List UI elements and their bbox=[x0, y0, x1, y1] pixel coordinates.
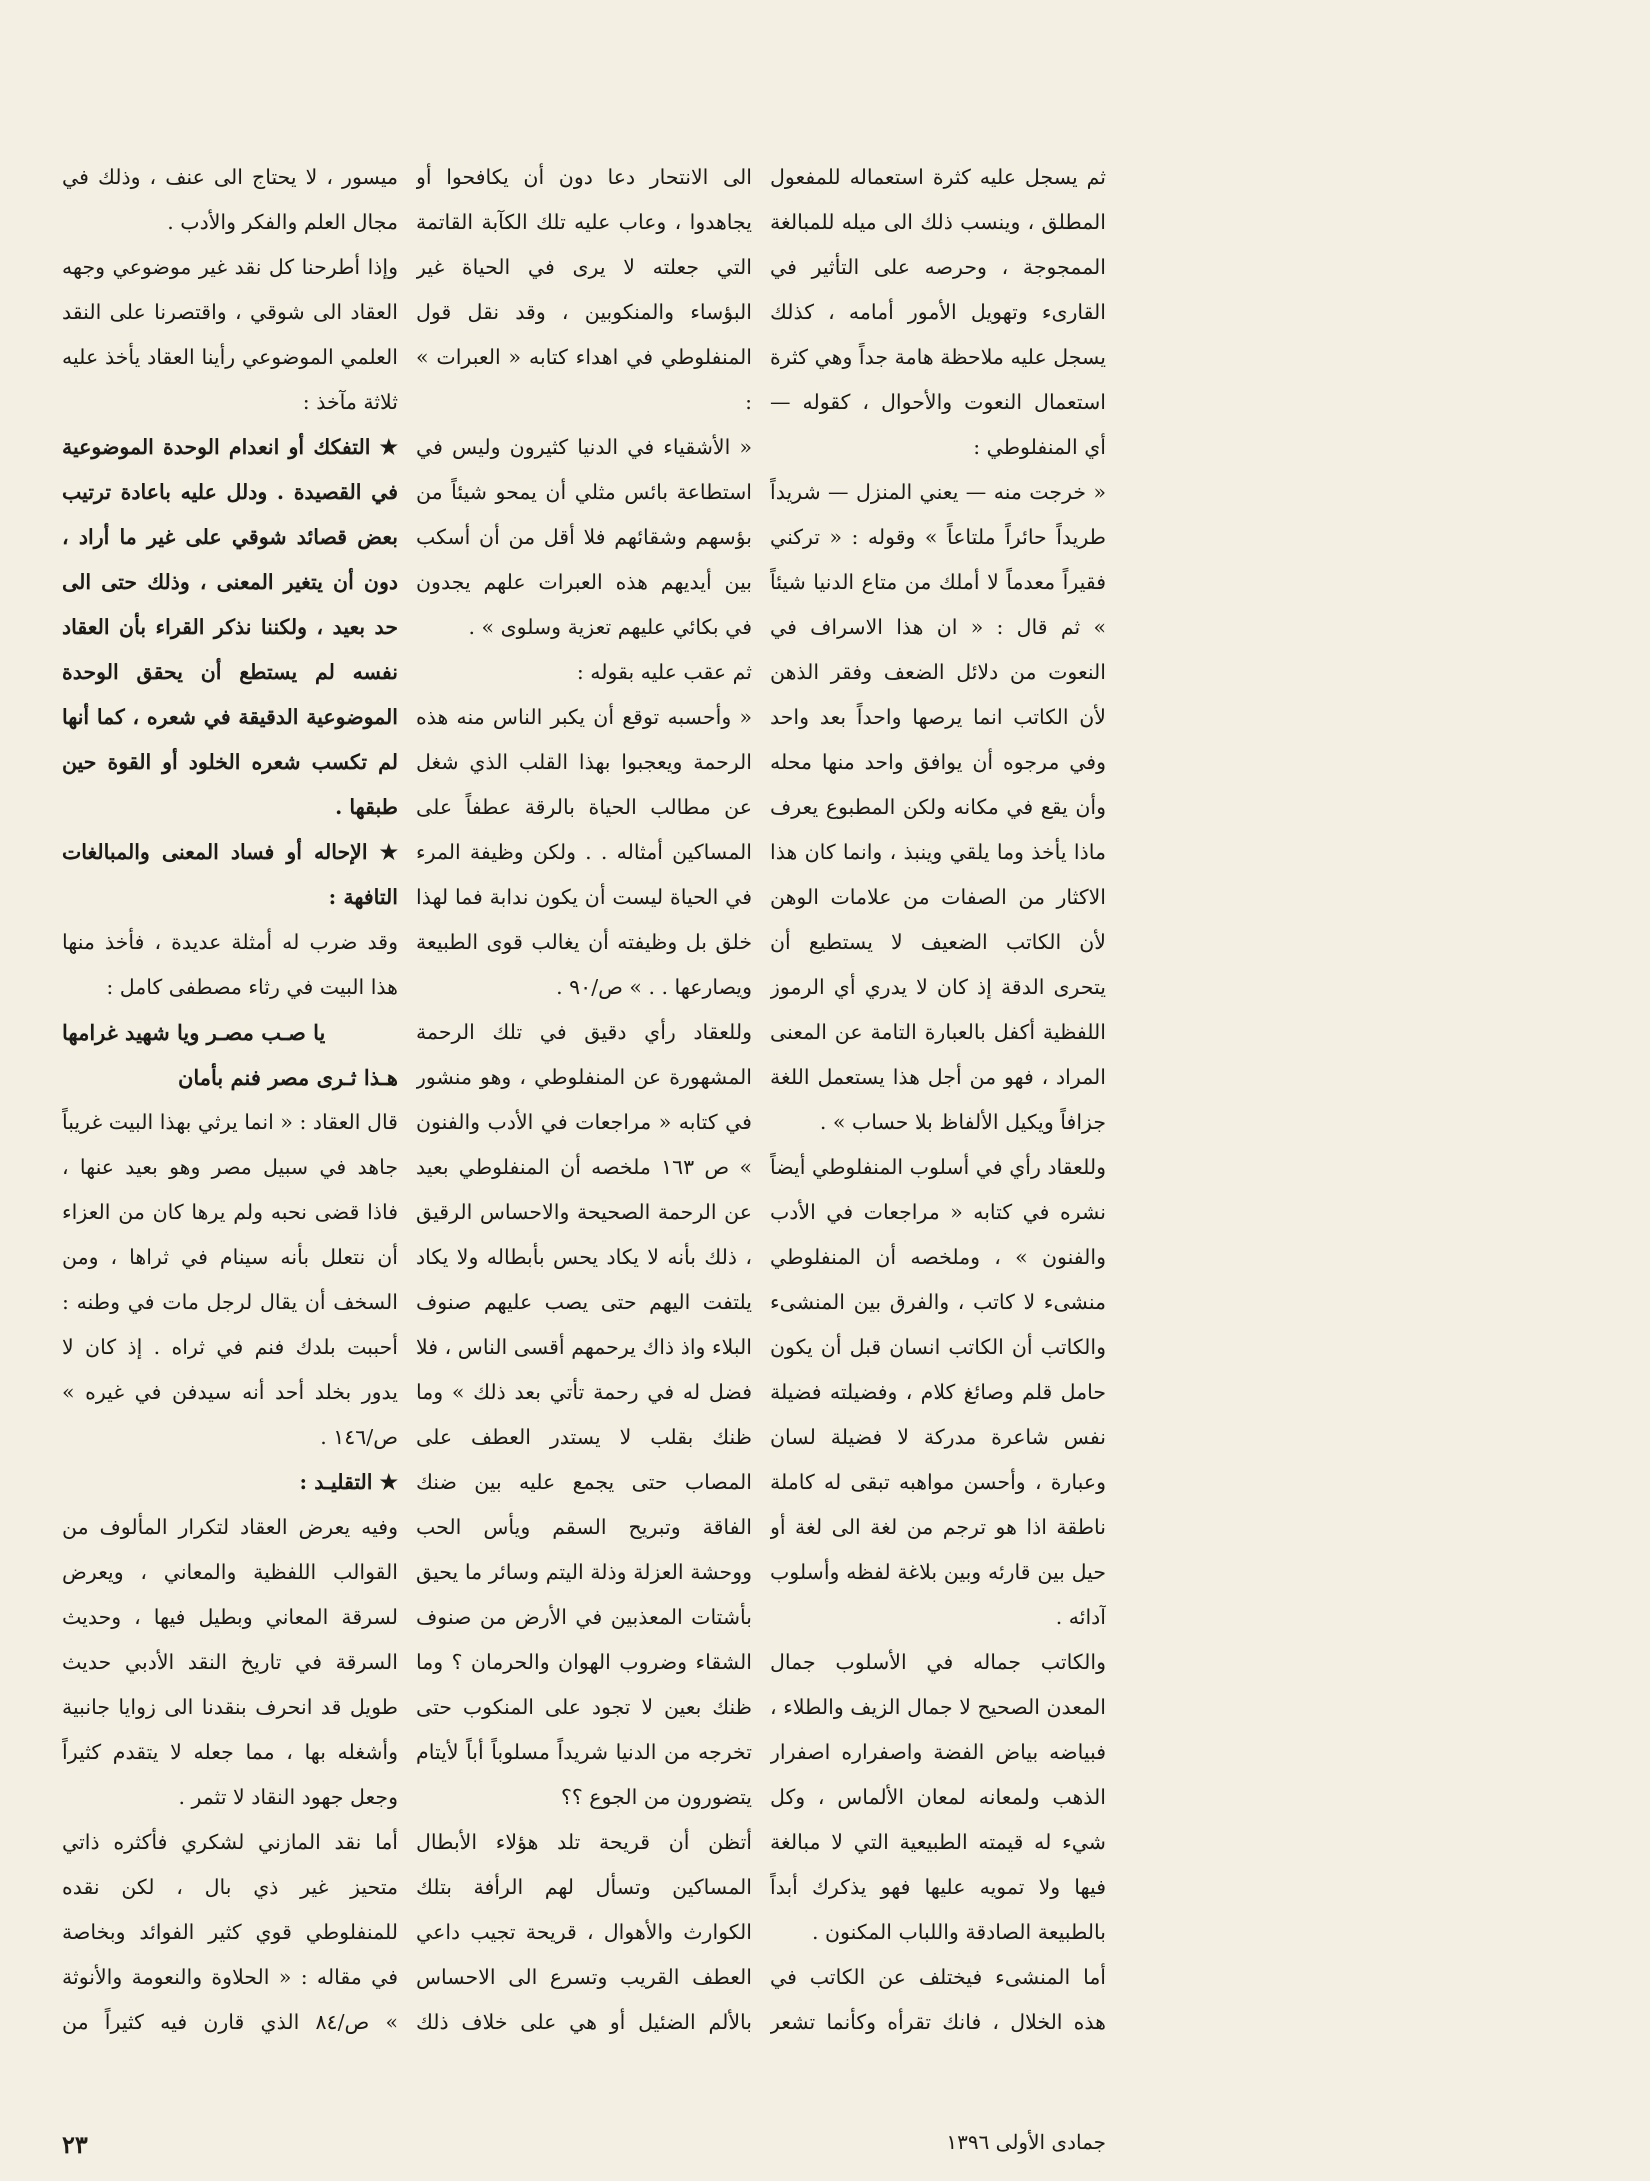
paragraph: قال العقاد : « انما يرثي بهذا البيت غريباً جاهد في سبيل مصر وهو بعيد عنها ، فاذا قضى نحبه ولم يرها كان من العزاء أن نتعلل بأنه سينام في ثراها ، ومن السخف أن يقال لرجل مات في وطنه : أحببت بلدك فنم في ثراه . إذ كان لا يدور بخلد أحد أنه سيدفن في غيره » ص/١٤٦ . bbox=[62, 1110, 398, 1449]
paragraph: والكاتب جماله في الأسلوب جمال المعدن الصحيح لا جمال الزيف والطلاء ، فبياضه بياض الفضة واصفراره اصفرار الذهب ولمعانه لمعان الألماس ، وكل شيء له قيمته الطبيعية التي لا مبالغة فيها ولا تمويه عليها فهو يذكرك أبداً بالطبيعة الصادقة واللباب المكنون . bbox=[770, 1650, 1106, 1944]
section-heading-paragraph: ★ الإحاله أو فساد المعنى والمبالغات التافهة : bbox=[62, 840, 398, 909]
paragraph: وفيه يعرض العقاد لتكرار المألوف من القوالب اللفظية والمعاني ، ويعرض لسرقة المعاني وبطيل فيها ، وحديث السرقة في تاريخ النقد الأدبي حديث طويل قد انحرف بنقدنا الى زوايا جانبية وأشغله بها ، مما جعله لا يتقدم كثيراً وجعل جهود النقاد لا تثمر . bbox=[62, 1515, 398, 1809]
article-columns bbox=[62, 155, 1106, 2045]
paragraph: الى الانتحار دعا دون أن يكافحوا أو يجاهدوا ، وعاب عليه تلك الكآبة القاتمة التي جعلته لا يرى في الحياة غير البؤساء والمنكوبين ، وقد نقل قول المنفلوطي في اهداء كتابه « العبرات » : bbox=[416, 165, 752, 414]
paragraph: « خرجت منه — يعني المنزل — شريداً طريداً حائراً ملتاعاً » وقوله : « تركني فقيراً معدماً لا أملك من متاع الدنيا شيئاً » ثم قال : « ان هذا الاسراف في النعوت من دلائل الضعف وفقر الذهن لأن الكاتب انما يرصها واحداً بعد واحد وفي مرجوه أن يوافق واحد منها محله وأن يقع في مكانه ولكن المطبوع يعرف ماذا يأخذ وما يلقي وينبذ ، وانما كان هذا الاكثار من الصفات من علامات الوهن لأن الكاتب الضعيف لا يستطيع أن يتحرى الدقة إذ كان لا يدري أي الرموز اللفظية أكفل بالعبارة التامة عن المعنى المراد ، فهو من أجل هذا يستعمل اللغة جزافاً ويكيل الألفاظ بلا حساب » . bbox=[770, 480, 1106, 1134]
column-left bbox=[770, 155, 1106, 2045]
paragraph: ثم عقب عليه بقوله : bbox=[576, 660, 752, 684]
paragraph: وللعقاد رأي دقيق في تلك الرحمة المشهورة عن المنفلوطي ، وهو منشور في كتابه « مراجعات في الأدب والفنون » ص ١٦٣ ملخصه أن المنفلوطي بعيد عن الرحمة الصحيحة والاحساس الرقيق ، ذلك بأنه لا يكاد يحس بأبطاله ولا يكاد يلتفت اليهم حتى يصب عليهم صنوف البلاء واذ ذاك يرحمهم أقسى الناس ، فلا فضل له في رحمة تأتي بعد ذلك » وما ظنك بقلب لا يستدر العطف على المصاب حتى يجمع عليه بين ضنك الفاقة وتبريح السقم ويأس الحب ووحشة العزلة وذلة اليتم وسائر ما يحيق بأشتات المعذبين في الأرض من صنوف الشقاء وضروب الهوان والحرمان ؟ وما ظنك بعين لا تجود على المنكوب حتى تخرجه من الدنيا شريداً مسلوباً أباً لأيتام يتضورون من الجوع ؟؟ bbox=[416, 1020, 752, 1809]
section-heading-paragraph: ★ التقليـد : bbox=[299, 1470, 398, 1494]
page-number: ٢٣ bbox=[62, 2130, 88, 2159]
paragraph: « الأشقياء في الدنيا كثيرون وليس في استطاعة بائس مثلي أن يمحو شيئاً من بؤسهم وشقائهم فلا أقل من أن أسكب بين أيديهم هذه العبرات علهم يجدون في بكائي عليهم تعزية وسلوى » . bbox=[416, 435, 752, 639]
paragraph: « وأحسبه توقع أن يكبر الناس منه هذه الرحمة ويعجبوا بهذا القلب الذي شغل عن مطالب الحياة بالرقة عطفاً على المساكين أمثاله . . ولكن وظيفة المرء في الحياة ليست أن يكون ندابة فما لهذا خلق بل وظيفته أن يغالب قوى الطبيعة ويصارعها . . » ص/٩٠ . bbox=[416, 705, 752, 999]
column-middle bbox=[416, 155, 752, 2045]
paragraph: وقد ضرب له أمثلة عديدة ، فأخذ منها هذا البيت في رثاء مصطفى كامل : bbox=[62, 930, 398, 999]
poem-verse: هـذا ثـرى مصر فنم بأمان bbox=[177, 1065, 398, 1090]
paragraph: أما نقد المازني لشكري فأكثره ذاتي متحيز غير ذي بال ، لكن نقده للمنفلوطي قوي كثير الفوائد وبخاصة في مقاله : « الحلاوة والنعومة والأنوثة » ص/٨٤ الذي قارن فيه كثيراً من bbox=[62, 1830, 398, 2034]
poem-verse: يا صـب مصـر ويا شهيد غرامها bbox=[62, 1020, 326, 1045]
column-right bbox=[62, 155, 398, 2045]
paragraph: أما المنشىء فيختلف عن الكاتب في هذه الخلال ، فانك تقرأه وكأنما تشعر bbox=[770, 1965, 1106, 2034]
paragraph: وإذا أطرحنا كل نقد غير موضوعي وجهه العقاد الى شوقي ، واقتصرنا على النقد العلمي الموضوعي رأينا العقاد يأخذ عليه ثلاثة مآخذ : bbox=[62, 255, 398, 414]
paragraph: ثم يسجل عليه كثرة استعماله للمفعول المطلق ، وينسب ذلك الى ميله للمبالغة الممجوجة ، وحرصه على التأثير في القارىء وتهويل الأمور أمامه ، كذلك يسجل عليه ملاحظة هامة جداً وهي كثرة استعمال النعوت والأحوال ، كقوله — أي المنفلوطي : bbox=[770, 165, 1106, 459]
paragraph: ميسور ، لا يحتاج الى عنف ، وذلك في مجال العلم والفكر والأدب . bbox=[62, 165, 398, 234]
paragraph: أتظن أن قريحة تلد هؤلاء الأبطال المساكين وتسأل لهم الرأفة بتلك الكوارث والأهوال ، قريحة تجيب داعي العطف القريب وتسرع الى الاحساس بالألم الضئيل أو هي على خلاف ذلك bbox=[416, 1830, 752, 2034]
section-heading-paragraph: ★ التفكك أو انعدام الوحدة الموضوعية في القصيدة . ودلل عليه باعادة ترتيب بعض قصائد شوقي على غير ما أراد ، دون أن يتغير المعنى ، وذلك حتى الى حد بعيد ، ولكننا نذكر القراء بأن العقاد نفسه لم يستطع أن يحقق الوحدة الموضوعية الدقيقة في شعره ، كما أنها لم تكسب شعره الخلود أو القوة حين طبقها . bbox=[62, 435, 398, 819]
paragraph: وللعقاد رأي في أسلوب المنفلوطي أيضاً نشره في كتابه « مراجعات في الأدب والفنون » ، وملخصه أن المنفلوطي منشىء لا كاتب ، والفرق بين المنشىء والكاتب أن الكاتب انسان قبل أن يكون حامل قلم وصائغ كلام ، وفضيلته فضيلة نفس شاعرة مدركة لا فضيلة لسان وعبارة ، وأحسن مواهبه تبقى له كاملة ناطقة اذا هو ترجم من لغة الى لغة أو حيل بين قارئه وبين بلاغة لفظه وأسلوب آدائه . bbox=[770, 1155, 1106, 1629]
issue-date: جمادى الأولى ١٣٩٦ bbox=[946, 2130, 1106, 2154]
